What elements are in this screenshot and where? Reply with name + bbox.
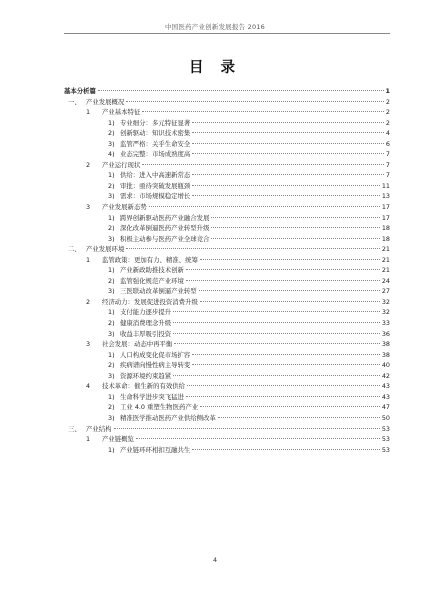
toc-entry-page: 32 (381, 308, 390, 317)
toc-dot-leader (218, 417, 380, 418)
toc-entry-page: 42 (381, 371, 390, 380)
toc-dot-leader (192, 195, 380, 196)
toc-entry-page: 18 (381, 234, 390, 243)
toc-entry-number: 1) (108, 445, 115, 454)
toc-entry-label: 产业结构 (86, 424, 112, 433)
toc-entry-number: 3) (108, 371, 115, 380)
toc-title: 目 录 (188, 59, 242, 76)
toc-entry-number: 2 (86, 297, 91, 306)
toc-entry-label: 需求：市场规模稳定增长 (120, 192, 191, 201)
toc-entry-label: 产业链概览 (102, 435, 134, 444)
toc-entry[interactable] (64, 265, 390, 276)
toc-entry[interactable] (64, 350, 390, 361)
toc-entry[interactable] (64, 118, 390, 129)
toc-entry[interactable] (64, 255, 390, 266)
toc-entry[interactable] (64, 107, 390, 118)
toc-entry-number: 2) (108, 129, 115, 138)
toc-entry-label: 产业发展概况 (86, 97, 125, 106)
toc-entry[interactable] (64, 191, 390, 202)
toc-entry-page: 38 (381, 350, 390, 359)
toc-entry[interactable] (64, 318, 390, 329)
toc-entry-label: 人口构成变化促市场扩容 (120, 350, 191, 359)
toc-dot-leader (192, 122, 384, 123)
toc-entry-label: 审批：亟待突破发展瓶颈 (120, 181, 191, 190)
toc-entry-number: 一、 (68, 97, 81, 106)
toc-entry-page: 33 (381, 319, 390, 328)
toc-entry[interactable] (64, 297, 390, 308)
toc-entry-number: 1) (108, 171, 115, 180)
toc-entry[interactable] (64, 445, 390, 456)
toc-dot-leader (142, 164, 384, 165)
toc-entry-page: 36 (381, 329, 390, 338)
toc-dot-leader (200, 259, 380, 260)
running-header: 中国医药产业创新发展报告 2016 (164, 23, 265, 31)
toc-entry[interactable] (64, 86, 390, 97)
toc-dot-leader (173, 322, 380, 323)
toc-entry-number: 2) (108, 403, 115, 412)
toc-entry[interactable] (64, 339, 390, 350)
toc-dot-leader (186, 396, 380, 397)
toc-entry[interactable] (64, 170, 390, 181)
toc-entry-number: 1) (108, 350, 115, 359)
toc-entry-page: 40 (381, 361, 390, 370)
toc-entry[interactable] (64, 413, 390, 424)
toc-entry[interactable] (64, 307, 390, 318)
toc-entry-number: 1) (108, 266, 115, 275)
toc-entry[interactable] (64, 329, 390, 340)
toc-entry[interactable] (64, 202, 390, 213)
toc-entry-page: 53 (381, 445, 390, 454)
toc-entry-label: 业态完整：市场成熟度高 (120, 150, 191, 159)
page-number: 4 (212, 556, 218, 564)
toc-entry[interactable] (64, 360, 390, 371)
toc-entry[interactable] (64, 97, 390, 108)
toc-entry-page: 7 (385, 150, 390, 159)
toc-dot-leader (142, 111, 384, 112)
toc-entry[interactable] (64, 434, 390, 445)
toc-entry-page: 1 (385, 87, 390, 95)
toc-dot-leader (192, 153, 384, 154)
toc-entry-label: 工业 4.0 重塑生物医药产业 (120, 403, 199, 412)
toc-dot-leader (192, 143, 384, 144)
toc-entry-number: 3 (86, 340, 91, 349)
toc-entry-number: 2) (108, 224, 115, 233)
toc-dot-leader (200, 301, 380, 302)
toc-dot-leader (173, 311, 380, 312)
toc-entry-label: 生命科学进步突飞猛进 (120, 392, 184, 401)
toc-entry[interactable] (64, 286, 390, 297)
toc-entry-number: 3 (86, 203, 91, 212)
toc-entry[interactable] (64, 234, 390, 245)
toc-entry-label: 跨界创新驱动医药产业融合发展 (120, 213, 210, 222)
toc-entry-number: 2) (108, 319, 115, 328)
toc-entry-label: 基本分析篇 (64, 87, 96, 95)
toc-entry-page: 43 (381, 382, 390, 391)
toc-entry[interactable] (64, 424, 390, 435)
toc-dot-leader (149, 206, 380, 207)
toc-entry-number: 1) (108, 392, 115, 401)
toc-entry-page: 47 (381, 403, 390, 412)
toc-entry-number: 3) (108, 329, 115, 338)
toc-entry[interactable] (64, 402, 390, 413)
toc-dot-leader (192, 174, 384, 175)
toc-entry-number: 二、 (68, 245, 81, 254)
toc-dot-leader (114, 428, 380, 429)
toc-entry[interactable] (64, 181, 390, 192)
table-of-contents (64, 86, 390, 455)
toc-entry-page: 27 (381, 287, 390, 296)
toc-entry-label: 创新驱动：知识技术密集 (120, 129, 191, 138)
toc-entry-label: 产业链环环相扣互融共生 (120, 445, 191, 454)
toc-entry-number: 3) (108, 192, 115, 201)
toc-entry-page: 2 (385, 118, 390, 127)
toc-entry-label: 供给：进入中高速新常态 (120, 171, 191, 180)
toc-entry-label: 监管严格：关乎生命安全 (120, 139, 191, 148)
toc-entry-number: 3) (108, 139, 115, 148)
toc-entry-label: 收益丰厚吸引投资 (120, 329, 172, 338)
toc-entry-label: 三医联动改革倒逼产业转型 (120, 287, 197, 296)
toc-entry-number: 3) (108, 287, 115, 296)
toc-entry-page: 32 (381, 297, 390, 306)
toc-dot-leader (98, 90, 384, 91)
toc-entry-label: 支付能力逐步提升 (120, 308, 172, 317)
toc-dot-leader (211, 238, 379, 239)
toc-entry-number: 2) (108, 181, 115, 190)
toc-dot-leader (211, 227, 379, 228)
header-divider (64, 33, 390, 34)
toc-entry-page: 7 (385, 171, 390, 180)
toc-dot-leader (200, 406, 380, 407)
toc-entry[interactable] (64, 392, 390, 403)
toc-entry-page: 13 (381, 192, 390, 201)
toc-entry-page: 17 (381, 213, 390, 222)
toc-entry-label: 技术革命：催生新的有效供给 (102, 382, 186, 391)
toc-entry-number: 4 (86, 382, 91, 391)
toc-dot-leader (174, 343, 380, 344)
toc-entry-page: 4 (385, 129, 390, 138)
toc-dot-leader (126, 101, 384, 102)
toc-entry-number: 1) (108, 213, 115, 222)
toc-entry-label: 资源环境约束趋紧 (120, 371, 172, 380)
toc-dot-leader (192, 364, 380, 365)
toc-entry-page: 38 (381, 340, 390, 349)
toc-entry-page: 2 (385, 97, 390, 106)
toc-entry[interactable] (64, 276, 390, 287)
toc-entry-page: 50 (381, 413, 390, 422)
toc-dot-leader (136, 438, 380, 439)
toc-entry-label: 健康消费理念升级 (120, 319, 172, 328)
toc-entry-label: 监管强化规范产业环境 (120, 276, 184, 285)
toc-entry-page: 53 (381, 424, 390, 433)
toc-entry-number: 3) (108, 234, 115, 243)
toc-entry[interactable] (64, 149, 390, 160)
toc-entry-number: 1) (108, 118, 115, 127)
toc-entry-number: 2 (86, 160, 91, 169)
toc-entry-label: 产业发展环境 (86, 245, 125, 254)
toc-entry-page: 17 (381, 203, 390, 212)
toc-entry-label: 精准医学推动医药产业供给侧改革 (120, 413, 216, 422)
toc-dot-leader (187, 385, 380, 386)
toc-entry[interactable] (64, 223, 390, 234)
toc-entry-label: 产业发展新态势 (102, 203, 147, 212)
toc-entry-label: 社会发展：动态中再平衡 (102, 340, 173, 349)
toc-dot-leader (192, 132, 384, 133)
toc-entry-page: 18 (381, 224, 390, 233)
toc-entry-label: 产业新政助推技术创新 (120, 266, 184, 275)
toc-entry[interactable] (64, 213, 390, 224)
toc-entry[interactable] (64, 244, 390, 255)
toc-entry-number: 2) (108, 276, 115, 285)
toc-entry-number: 1) (108, 308, 115, 317)
toc-entry-page: 43 (381, 392, 390, 401)
toc-entry-number: 4) (108, 150, 115, 159)
toc-entry[interactable] (64, 128, 390, 139)
toc-dot-leader (199, 290, 380, 291)
toc-dot-leader (186, 280, 380, 281)
toc-dot-leader (186, 269, 380, 270)
toc-entry-label: 产业基本特征 (102, 108, 141, 117)
toc-entry-page: 6 (385, 139, 390, 148)
toc-entry[interactable] (64, 139, 390, 150)
toc-dot-leader (173, 333, 380, 334)
toc-entry-page: 53 (381, 435, 390, 444)
toc-entry-label: 专业细分：多元特征显著 (120, 118, 191, 127)
toc-entry-number: 1 (86, 435, 91, 444)
toc-entry-label: 经济动力：发展促进投资消费升级 (102, 297, 198, 306)
toc-entry-number: 三、 (68, 424, 81, 433)
toc-entry-number: 2) (108, 361, 115, 370)
toc-entry-label: 积极主动参与医药产业全球竞合 (120, 234, 210, 243)
toc-entry-page: 2 (385, 108, 390, 117)
toc-entry-number: 3) (108, 413, 115, 422)
toc-entry-number: 1 (86, 108, 91, 117)
toc-dot-leader (192, 185, 380, 186)
toc-dot-leader (126, 248, 380, 249)
toc-entry-label: 产业运行现状 (102, 160, 141, 169)
toc-entry-page: 21 (381, 255, 390, 264)
toc-entry[interactable] (64, 381, 390, 392)
toc-entry-page: 21 (381, 266, 390, 275)
toc-entry[interactable] (64, 371, 390, 382)
toc-entry-label: 深化改革倒逼医药产业转型升级 (120, 224, 210, 233)
toc-dot-leader (192, 354, 380, 355)
toc-entry-page: 24 (381, 276, 390, 285)
toc-entry-label: 监管政策：更加有力、精准、统筹 (102, 255, 198, 264)
toc-entry-number: 1 (86, 255, 91, 264)
toc-entry-page: 7 (385, 160, 390, 169)
toc-entry[interactable] (64, 160, 390, 171)
toc-dot-leader (192, 449, 380, 450)
toc-dot-leader (211, 217, 379, 218)
toc-entry-label: 疾病谱向慢性病主导转变 (120, 361, 191, 370)
toc-entry-page: 11 (381, 181, 390, 190)
toc-entry-page: 21 (381, 245, 390, 254)
toc-dot-leader (173, 375, 380, 376)
